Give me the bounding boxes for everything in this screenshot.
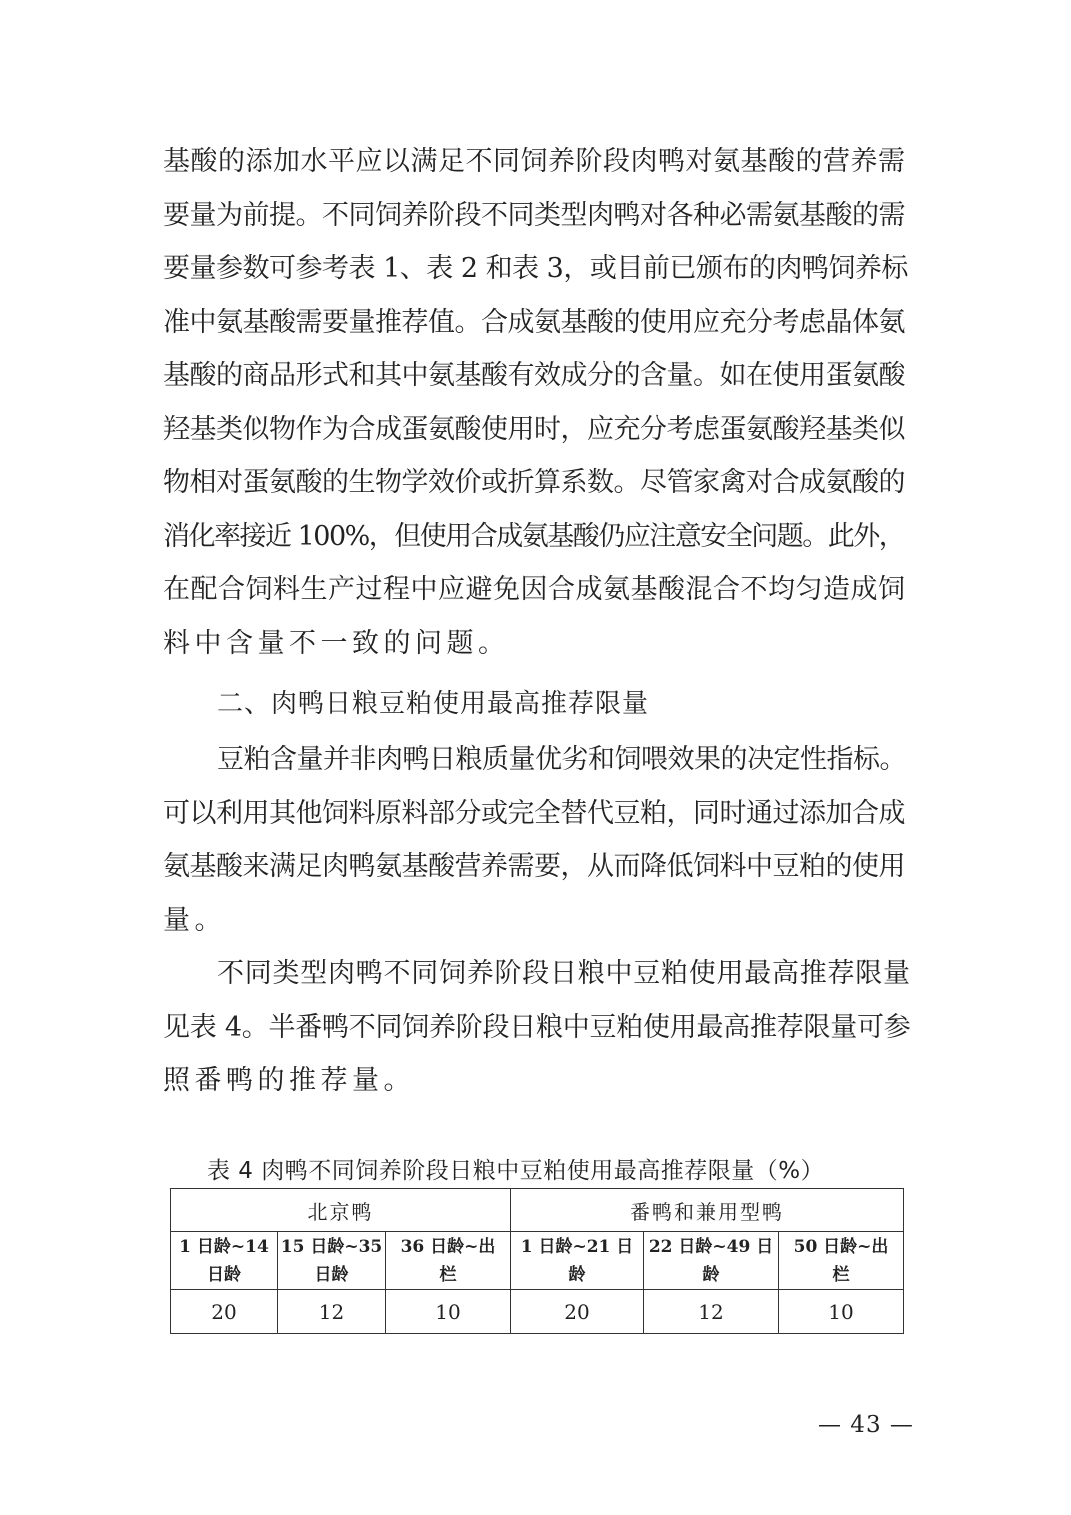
paragraph-table-reference: [163, 947, 911, 1108]
stage-line: 栏: [832, 1264, 850, 1285]
paragraph-soybean-meal: [163, 733, 911, 947]
text-line: 物相对蛋氨酸的生物学效价或折算系数。尽管家禽对合成氨酸的: [163, 467, 905, 498]
table-cell: 20: [511, 1290, 644, 1334]
table-cell: 10: [386, 1290, 511, 1334]
group-header-peking-duck: 北京鸭: [171, 1189, 511, 1232]
text-line: 消化率接近 100%，但使用合成氨基酸仍应注意安全问题。此外，: [163, 520, 905, 552]
text-line: 可以利用其他饲料原料部分或完全替代豆粕，同时通过添加合成: [163, 797, 905, 829]
soybean-limit-table: [170, 1188, 904, 1334]
text-line: 氨基酸来满足肉鸭氨基酸营养需要，从而降低饲料中豆粕的使用: [163, 851, 905, 882]
text-line: 量。: [163, 904, 226, 936]
text-line: 要量为前提。不同饲养阶段不同类型肉鸭对各种必需氨基酸的需: [163, 199, 905, 231]
stage-header: [171, 1232, 278, 1290]
stage-line: 50 日龄~出: [793, 1236, 889, 1257]
stage-header: [644, 1232, 779, 1290]
stage-line: 龄: [702, 1264, 720, 1285]
stage-line: 1 日龄~14: [179, 1236, 269, 1257]
table-caption: 表 4 肉鸭不同饲养阶段日粮中豆粕使用最高推荐限量（%）: [207, 1158, 825, 1184]
paragraph-amino-acids: [163, 135, 911, 670]
page-number: — 43 —: [818, 1412, 914, 1438]
text-line: 要量参数可参考表 1、表 2 和表 3，或目前已颁布的肉鸭饲养标: [163, 253, 908, 284]
table-value-row: [171, 1290, 904, 1334]
stage-line: 15 日龄~35: [280, 1236, 383, 1257]
stage-line: 22 日龄~49 日: [648, 1236, 774, 1257]
table-stage-row: [171, 1232, 904, 1290]
section-heading: 二、肉鸭日粮豆粕使用最高推荐限量: [217, 689, 650, 719]
table-cell: 12: [278, 1290, 386, 1334]
text-line: 准中氨基酸需要量推荐值。合成氨基酸的使用应充分考虑晶体氨: [163, 306, 905, 338]
stage-line: 龄: [568, 1264, 586, 1285]
text-line: 见表 4。半番鸭不同饲养阶段日粮中豆粕使用最高推荐限量可参: [163, 1011, 911, 1043]
stage-header: [779, 1232, 904, 1290]
text-line: 羟基类似物作为合成蛋氨酸使用时，应充分考虑蛋氨酸羟基类似: [163, 413, 905, 445]
table-group-row: [171, 1189, 904, 1232]
text-line: 照番鸭的推荐量。: [163, 1065, 415, 1096]
text-line: 在配合饲料生产过程中应避免因合成氨基酸混合不均匀造成饲: [163, 574, 906, 605]
stage-line: 日龄: [314, 1264, 349, 1285]
text-line: 料中含量不一致的问题。: [163, 627, 510, 659]
table-cell: 10: [779, 1290, 904, 1334]
table-cell: 12: [644, 1290, 779, 1334]
text-line: 基酸的商品形式和其中氨基酸有效成分的含量。如在使用蛋氨酸: [163, 360, 905, 391]
stage-line: 1 日龄~21 日: [520, 1236, 634, 1257]
stage-line: 36 日龄~出: [400, 1236, 496, 1257]
stage-header: [278, 1232, 386, 1290]
text-line: 豆粕含量并非肉鸭日粮质量优劣和饲喂效果的决定性指标。: [217, 744, 906, 775]
table-cell: 20: [171, 1290, 278, 1334]
group-header-muscovy-duck: 番鸭和兼用型鸭: [511, 1189, 904, 1232]
text-line: 不同类型肉鸭不同饲养阶段日粮中豆粕使用最高推荐限量: [217, 958, 911, 989]
stage-header: [511, 1232, 644, 1290]
stage-header: [386, 1232, 511, 1290]
stage-line: 栏: [439, 1264, 457, 1285]
text-line: 基酸的添加水平应以满足不同饲养阶段肉鸭对氨基酸的营养需: [163, 146, 906, 177]
stage-line: 日龄: [207, 1264, 241, 1285]
